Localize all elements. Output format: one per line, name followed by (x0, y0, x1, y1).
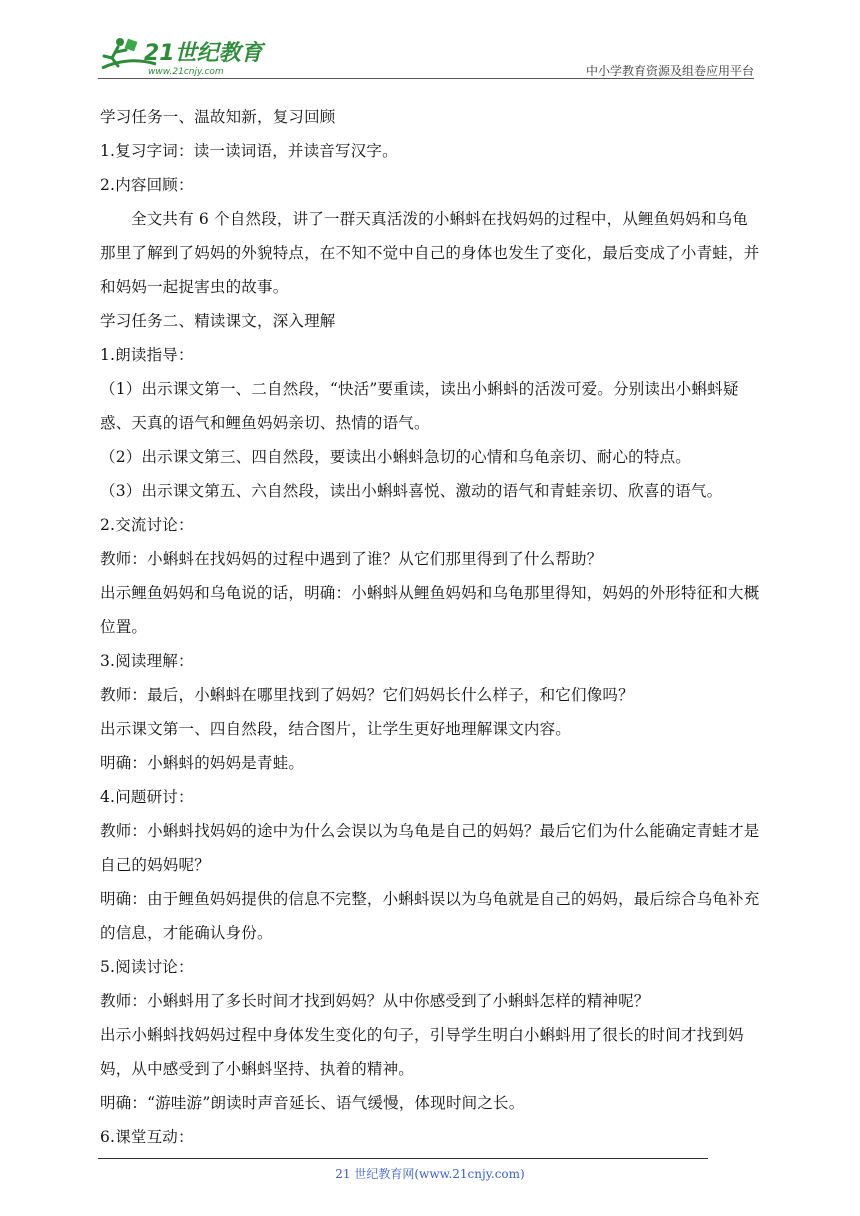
body-paragraph: 明确：由于鲤鱼妈妈提供的信息不完整，小蝌蚪误以为乌龟就是自己的妈妈，最后综合乌龟补充的信息，才能确认身份。 (100, 890, 760, 942)
item-heading: 1.朗读指导： (100, 346, 194, 364)
body-line: 出示课文第一、四自然段，结合图片，让学生更好地理解课文内容。 (100, 720, 572, 738)
body-line: 教师：最后，小蝌蚪在哪里找到了妈妈？它们妈妈长什么样子，和它们像吗？ (100, 686, 634, 704)
page-footer: 21 世纪教育网(www.21cnjy.com) (335, 1167, 525, 1181)
body-paragraph: 全文共有 6 个自然段，讲了一群天真活泼的小蝌蚪在找妈妈的过程中，从鲤鱼妈妈和乌龟那里了解到了妈妈的外貌特点，在不知不觉中自己的身体也发生了变化，最后变成了小青蛙，并和妈妈一起捉害虫的故事。 (100, 210, 760, 296)
runner-logo-icon (98, 34, 268, 78)
header-divider (98, 78, 754, 79)
item-heading: 1.复习字词：读一读词语，并读音写汉字。 (100, 142, 398, 160)
item-heading: 5.阅读讨论： (100, 958, 194, 976)
body-line: 明确：小蝌蚪的妈妈是青蛙。 (100, 754, 305, 772)
svg-text:www.21cnjy.com: www.21cnjy.com (148, 67, 224, 77)
body-paragraph: 出示鲤鱼妈妈和乌龟说的话，明确：小蝌蚪从鲤鱼妈妈和乌龟那里得知，妈妈的外形特征和大概位置。 (100, 584, 760, 636)
site-tagline: 中小学教育资源及组卷应用平台 (585, 64, 754, 78)
body-line: 明确：“游哇游”朗读时声音延长、语气缓慢，体现时间之长。 (100, 1094, 525, 1112)
body-paragraph: 出示小蝌蚪找妈妈过程中身体发生变化的句子，引导学生明白小蝌蚪用了很长的时间才找到妈妈，从中感受到了小蝌蚪坚持、执着的精神。 (100, 1026, 744, 1078)
item-heading: 2.内容回顾： (100, 176, 194, 194)
body-line: 教师：小蝌蚪在找妈妈的过程中遇到了谁？从它们那里得到了什么帮助？ (100, 550, 603, 568)
body-line: （3）出示课文第五、六自然段，读出小蝌蚪喜悦、激动的语气和青蛙亲切、欣喜的语气。 (100, 482, 723, 500)
item-heading: 3.阅读理解： (100, 652, 194, 670)
body-paragraph: （1）出示课文第一、二自然段，“快活”要重读，读出小蝌蚪的活泼可爱。分别读出小蝌蚪疑惑、天真的语气和鲤鱼妈妈亲切、热情的语气。 (100, 380, 739, 432)
footer-divider (98, 1158, 708, 1159)
document-body (100, 100, 760, 1154)
body-line: （2）出示课文第三、四自然段，要读出小蝌蚪急切的心情和乌龟亲切、耐心的特点。 (100, 448, 691, 466)
body-line: 教师：小蝌蚪用了多长时间才找到妈妈？从中你感受到了小蝌蚪怎样的精神呢？ (100, 992, 650, 1010)
svg-text:21世纪教育: 21世纪教育 (144, 41, 263, 66)
item-heading: 6.课堂互动： (100, 1128, 194, 1146)
body-paragraph: 教师：小蝌蚪找妈妈的途中为什么会误以为乌龟是自己的妈妈？最后它们为什么能确定青蛙才是自己的妈妈呢？ (100, 822, 760, 874)
section-heading: 学习任务二、精读课文，深入理解 (100, 312, 336, 330)
item-heading: 2.交流讨论： (100, 516, 194, 534)
site-logo (98, 34, 268, 78)
item-heading: 4.问题研讨： (100, 788, 194, 806)
section-heading: 学习任务一、温故知新，复习回顾 (100, 108, 336, 126)
page-header (98, 30, 754, 80)
